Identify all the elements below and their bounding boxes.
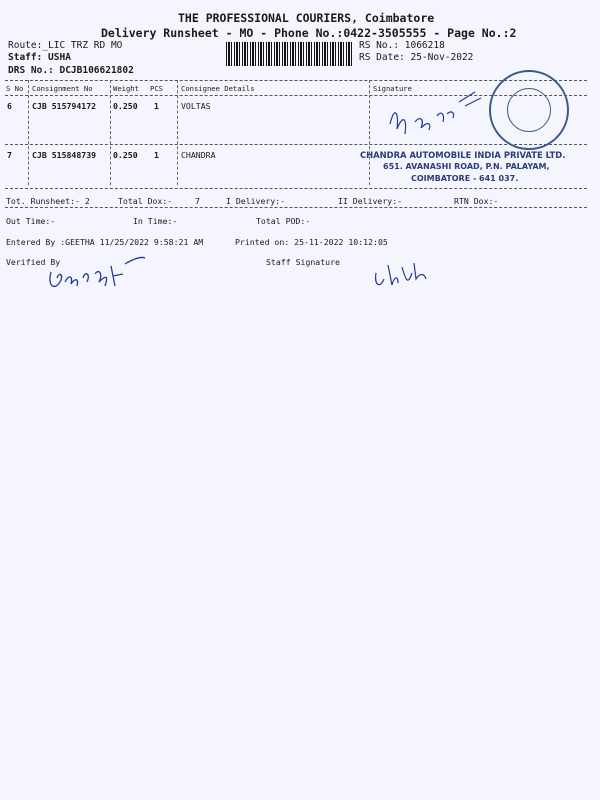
company-seal bbox=[489, 70, 569, 150]
col-header-signature: Signature bbox=[373, 84, 412, 93]
total-dox-value: 7 bbox=[195, 196, 200, 206]
i-delivery: I Delivery:- bbox=[226, 196, 286, 206]
total-runsheet: Tot. Runsheet:- 2 bbox=[6, 196, 90, 206]
table-row-consignee: CHANDRA bbox=[181, 150, 216, 160]
table-row-pcs: 1 bbox=[154, 150, 159, 160]
table-row-sno: 6 bbox=[7, 101, 12, 111]
entered-by: Entered By :GEETHA 11/25/2022 9:58:21 AM bbox=[6, 237, 204, 247]
rtn-dox: RTN Dox:- bbox=[454, 196, 499, 206]
table-row-consignee: VOLTAS bbox=[181, 101, 211, 111]
col-header-pcs: PCS bbox=[150, 84, 163, 93]
col-header-sno: S No bbox=[6, 84, 24, 93]
col-header-consignment: Consignment No bbox=[32, 84, 93, 93]
staff-signature-label: Staff Signature bbox=[266, 257, 340, 267]
summary-bottom-rule bbox=[5, 207, 587, 208]
route-label: Route:_LIC TRZ RD MO bbox=[8, 40, 123, 51]
barcode bbox=[226, 42, 354, 66]
col-header-weight: Weight bbox=[113, 84, 139, 93]
stamp-line-3: COIMBATORE - 641 037. bbox=[411, 174, 519, 183]
col-divider bbox=[110, 80, 111, 185]
signature-mark bbox=[385, 84, 495, 144]
out-time: Out Time:- bbox=[6, 216, 56, 226]
in-time: In Time:- bbox=[133, 216, 178, 226]
table-row-weight: 0.250 bbox=[113, 150, 138, 160]
total-dox-label: Total Dox:- bbox=[118, 196, 173, 206]
company-name: THE PROFESSIONAL COURIERS, Coimbatore bbox=[178, 11, 435, 25]
verified-by-signature bbox=[45, 252, 150, 300]
table-row-consignment: CJB 515848739 bbox=[32, 150, 97, 160]
col-divider bbox=[177, 80, 178, 185]
table-row-weight: 0.250 bbox=[113, 101, 138, 111]
printed-on: Printed on: 25-11-2022 10:12:05 bbox=[235, 237, 388, 247]
row-rule bbox=[5, 144, 587, 145]
table-row-sno: 7 bbox=[7, 150, 12, 160]
col-header-consignee: Consignee Details bbox=[181, 84, 255, 93]
summary-top-rule bbox=[5, 188, 587, 189]
staff-label: Staff: USHA bbox=[8, 52, 71, 63]
verified-by-label: Verified By bbox=[6, 257, 61, 267]
stamp-line-1: CHANDRA AUTOMOBILE INDIA PRIVATE LTD. bbox=[360, 150, 566, 160]
stamp-line-2: 651. AVANASHI ROAD, P.N. PALAYAM, bbox=[383, 162, 550, 171]
rs-date: RS Date: 25-Nov-2022 bbox=[359, 52, 474, 63]
table-row-consignment: CJB 515794172 bbox=[32, 101, 97, 111]
drs-number: DRS No.: DCJB106621802 bbox=[8, 65, 134, 76]
total-pod: Total POD:- bbox=[256, 216, 311, 226]
col-divider bbox=[28, 80, 29, 185]
rs-number: RS No.: 1066218 bbox=[359, 40, 445, 51]
ii-delivery: II Delivery:- bbox=[338, 196, 403, 206]
col-divider bbox=[369, 80, 370, 185]
table-row-pcs: 1 bbox=[154, 101, 159, 111]
runsheet-subtitle: Delivery Runsheet - MO - Phone No.:0422-3505555 - Page No.:2 bbox=[101, 26, 517, 40]
staff-signature bbox=[372, 255, 432, 293]
